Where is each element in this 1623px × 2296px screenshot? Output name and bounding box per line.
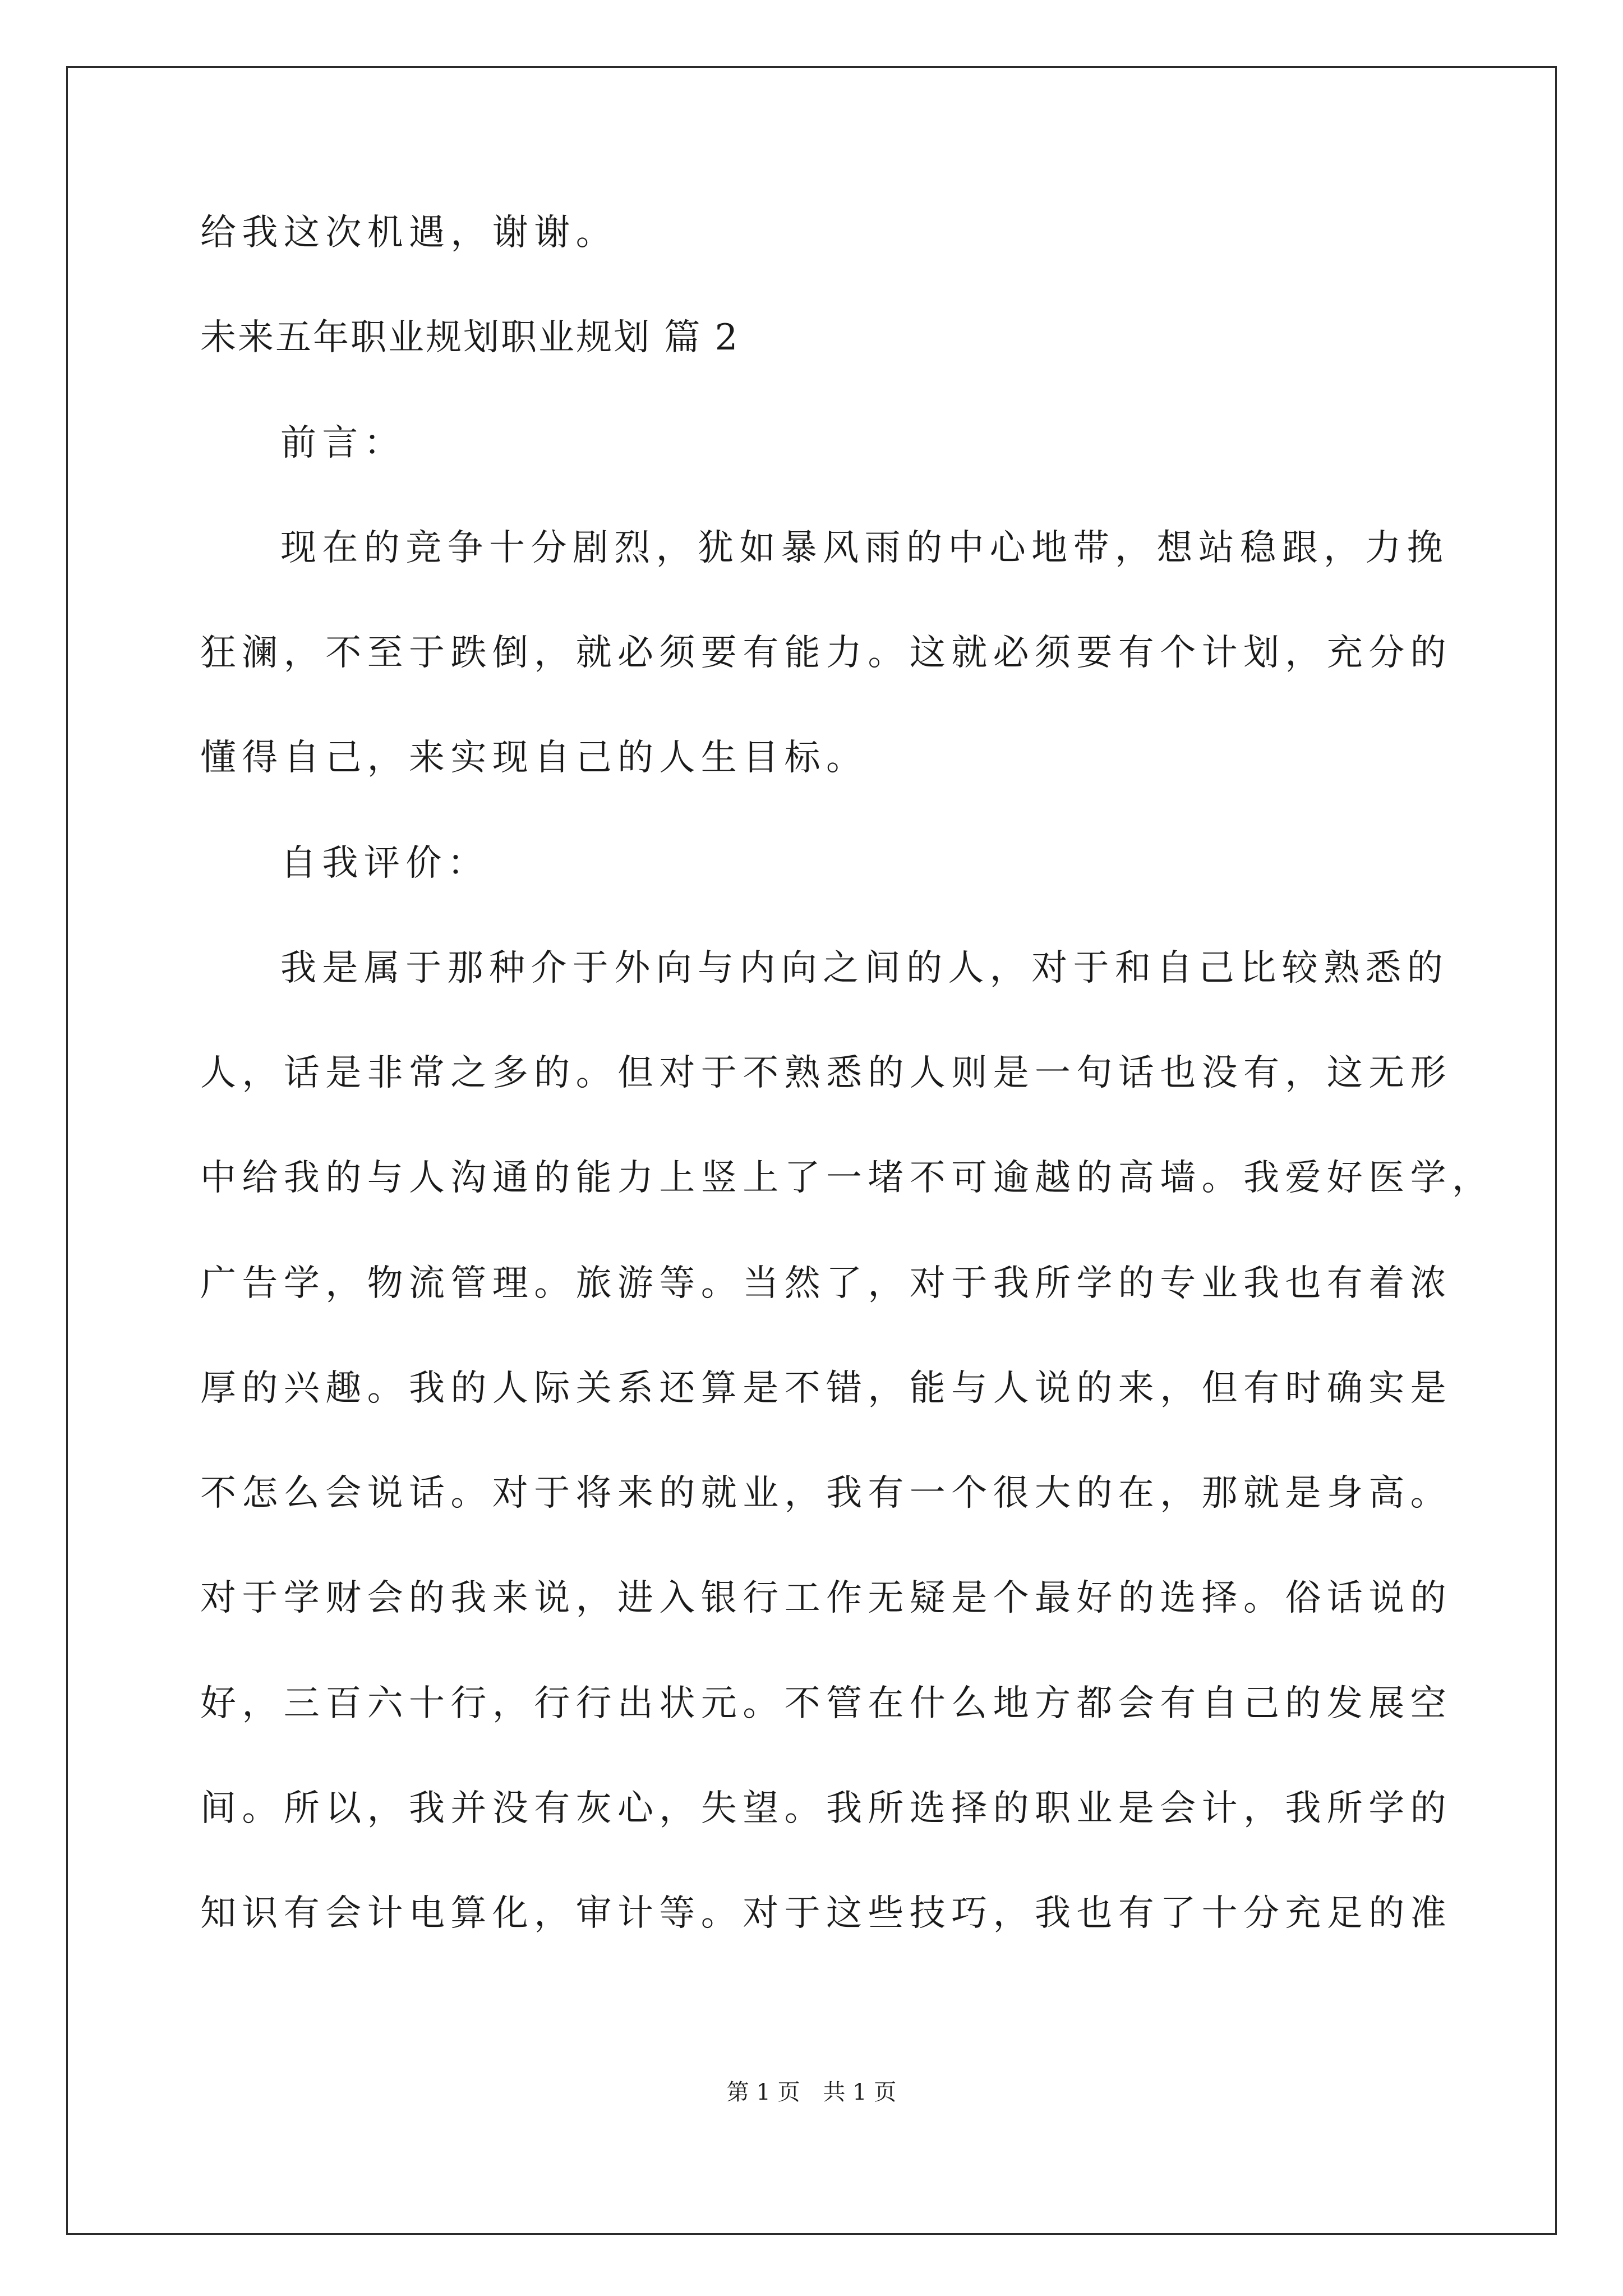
text-line-closing: 给我这次机遇，谢谢。: [200, 212, 617, 254]
paragraph-line: 间。所以，我并没有灰心，失望。我所选择的职业是会计，我所学的: [200, 1788, 1452, 1829]
paragraph-line: 知识有会计电算化，审计等。对于这些技巧，我也有了十分充足的准: [200, 1893, 1452, 1934]
paragraph-line: 狂澜，不至于跌倒，就必须要有能力。这就必须要有个计划，充分的: [200, 632, 1452, 674]
paragraph-line: 厚的兴趣。我的人际关系还算是不错，能与人说的来，但有时确实是: [200, 1368, 1452, 1409]
subheading-self-evaluation: 自我评价：: [280, 843, 489, 884]
subheading-preface: 前言：: [280, 422, 406, 464]
section-heading: 未来五年职业规划职业规划 篇 2: [200, 317, 740, 358]
paragraph-line: 人，话是非常之多的。但对于不熟悉的人则是一句话也没有，这无形: [200, 1052, 1452, 1094]
paragraph-line: 我是属于那种介于外向与内向之间的人，对于和自己比较熟悉的: [280, 947, 1449, 989]
page-total: 共 1 页: [823, 2079, 897, 2105]
paragraph-line: 现在的竞争十分剧烈，犹如暴风雨的中心地带，想站稳跟，力挽: [280, 527, 1449, 569]
paragraph-line: 中给我的与人沟通的能力上竖上了一堵不可逾越的高墙。我爱好医学，: [200, 1157, 1494, 1199]
page-footer: [0, 2076, 1623, 2109]
paragraph-line: 懂得自己，来实现自己的人生目标。: [200, 737, 868, 779]
paragraph-line: 不怎么会说话。对于将来的就业，我有一个很大的在，那就是身高。: [200, 1473, 1452, 1514]
paragraph-line: 好，三百六十行，行行出状元。不管在什么地方都会有自己的发展空: [200, 1683, 1452, 1724]
paragraph-line: 对于学财会的我来说，进入银行工作无疑是个最好的选择。俗话说的: [200, 1577, 1452, 1619]
paragraph-line: 广告学，物流管理。旅游等。当然了，对于我所学的专业我也有着浓: [200, 1263, 1452, 1304]
page-number: 第 1 页: [726, 2079, 800, 2105]
